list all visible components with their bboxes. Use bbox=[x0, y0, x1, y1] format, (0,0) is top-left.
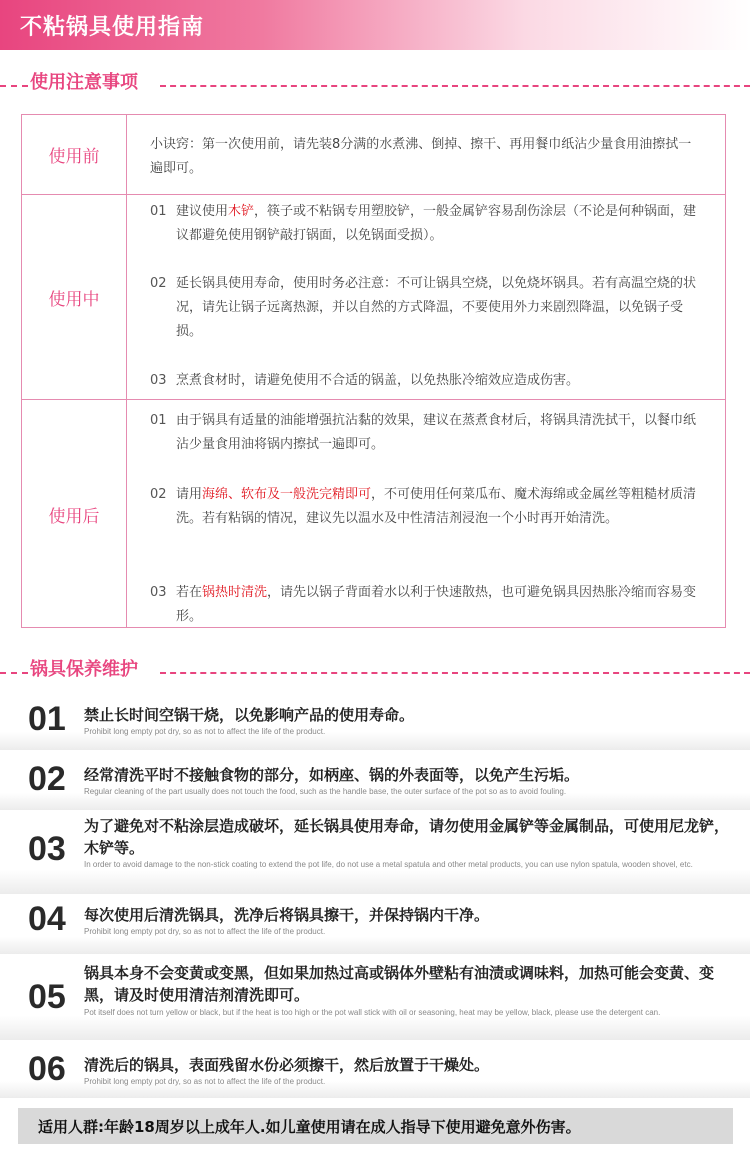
heading-dash-right bbox=[160, 85, 750, 87]
care-item-text: 经常清洗平时不接触食物的部分，如柄座、锅的外表面等，以免产生污垢。 bbox=[84, 766, 580, 784]
item-text-pre: 请用 bbox=[176, 487, 203, 502]
care-item-number: 02 bbox=[28, 760, 66, 798]
care-item bbox=[0, 812, 750, 894]
list-item bbox=[150, 272, 701, 344]
item-text-post: ，请先以锅子背面着水以利于快速散热，也可避免锅具因热胀冷缩而容易变形。 bbox=[176, 585, 697, 624]
page-title: 不粘锅具使用指南 bbox=[20, 15, 205, 40]
list-item bbox=[150, 409, 701, 457]
item-text: 延长锅具使用寿命，使用时务必注意：不可让锅具空烧，以免烧坏锅具。若有高温空烧的状况，请先让锅子远离热源，并以自然的方式降温，不要使用外力来剧烈降温，以免锅子受损。 bbox=[176, 276, 697, 339]
care-item-english: Pot itself does not turn yellow or black, but if the heat is too high or the pot wall stick with oil or seasoning, heat may be yellow, black, please use the detergent can. bbox=[84, 1008, 661, 1017]
age-notice-text: 适用人群:年龄18周岁以上成年人.如儿童使用请在成人指导下使用避免意外伤害。 bbox=[38, 1117, 581, 1136]
phase-label: 使用中 bbox=[22, 195, 127, 399]
care-item-text: 锅具本身不会变黄或变黑，但如果加热过高或锅体外壁粘有油渍或调味料，加热可能会变黄、变黑，请及时使用清洁剂清洗即可。 bbox=[84, 964, 715, 1004]
item-number: 03 bbox=[150, 373, 167, 388]
care-item bbox=[0, 690, 750, 750]
care-item-english: Regular cleaning of the part usually does not touch the food, such as the handle base, the outer surface of the pot so as to avoid fouling. bbox=[84, 787, 567, 796]
age-notice-bar bbox=[18, 1108, 733, 1144]
usage-section-heading bbox=[0, 66, 750, 96]
item-number: 02 bbox=[150, 487, 167, 502]
item-number: 02 bbox=[150, 276, 167, 291]
usage-table bbox=[21, 114, 726, 628]
item-text: 烹煮食材时，请避免使用不合适的锅盖，以免热胀冷缩效应造成伤害。 bbox=[176, 373, 580, 388]
item-text-post: ，不可使用任何菜瓜布、魔术海绵或金属丝等粗糙材质清洗。若有粘锅的情况，建议先以温水及中性清洁剂浸泡一个小时再开始清洗。 bbox=[176, 487, 697, 526]
item-number: 01 bbox=[150, 204, 167, 219]
item-number: 01 bbox=[150, 413, 167, 428]
item-text bbox=[150, 483, 701, 531]
heading-dash-right bbox=[160, 672, 750, 674]
care-item-number: 01 bbox=[28, 700, 66, 738]
item-text-pre: 建议使用 bbox=[176, 204, 229, 219]
usage-row-before bbox=[22, 115, 725, 195]
care-item-number: 04 bbox=[28, 900, 66, 938]
item-number: 03 bbox=[150, 585, 167, 600]
care-item bbox=[0, 1042, 750, 1098]
care-item bbox=[0, 896, 750, 954]
list-item bbox=[150, 581, 701, 629]
item-text-highlight: 锅热时清洗 bbox=[202, 585, 268, 600]
care-section-heading bbox=[0, 653, 750, 683]
item-text: 由于锅具有适量的油能增强抗沾黏的效果，建议在蒸煮食材后，将锅具清洗拭干，以餐巾纸沾少量食用油将锅内擦拭一遍即可。 bbox=[176, 413, 697, 452]
heading-dash-left bbox=[0, 672, 28, 674]
care-item-number: 05 bbox=[28, 978, 66, 1016]
item-text-post: ，筷子或不粘锅专用塑胶铲，一般金属铲容易刮伤涂层（不论是何种锅面，建议都避免使用钢铲敲打锅面，以免锅面受损）。 bbox=[176, 204, 697, 243]
care-item-text: 清洗后的锅具，表面残留水份必须擦干，然后放置于干燥处。 bbox=[84, 1056, 490, 1074]
item-text bbox=[150, 200, 701, 248]
care-item-english: Prohibit long empty pot dry, so as not to affect the life of the product. bbox=[84, 1077, 326, 1086]
item-text-highlight: 木铲 bbox=[228, 204, 255, 219]
heading-dash-left bbox=[0, 85, 28, 87]
care-item-text: 禁止长时间空锅干烧，以免影响产品的使用寿命。 bbox=[84, 706, 415, 724]
usage-row-during bbox=[22, 195, 725, 400]
title-banner bbox=[0, 0, 750, 50]
row-content bbox=[128, 195, 725, 399]
usage-row-after bbox=[22, 400, 725, 628]
list-item bbox=[150, 200, 701, 248]
row-content bbox=[128, 115, 725, 194]
item-text-pre: 若在 bbox=[176, 585, 203, 600]
care-item-text: 为了避免对不粘涂层造成破坏，延长锅具使用寿命，请勿使用金属铲等金属制品，可使用尼龙铲，木铲等。 bbox=[84, 817, 730, 857]
row-content bbox=[128, 400, 725, 628]
care-section-title: 锅具保养维护 bbox=[30, 659, 138, 680]
phase-label: 使用后 bbox=[22, 400, 127, 628]
phase-label: 使用前 bbox=[22, 115, 127, 194]
item-text-highlight: 海绵、软布及一般洗完精即可 bbox=[202, 487, 372, 502]
care-item-english: Prohibit long empty pot dry, so as not to affect the life of the product. bbox=[84, 727, 326, 736]
care-item-english: In order to avoid damage to the non-stick coating to extend the pot life, do not use a metal spatula and other metal products, you can use nylon spatula, wooden shovel, etc. bbox=[84, 860, 693, 869]
care-item bbox=[0, 752, 750, 810]
care-item-number: 06 bbox=[28, 1050, 66, 1088]
list-item bbox=[150, 369, 701, 393]
usage-section-title: 使用注意事项 bbox=[30, 72, 138, 93]
care-item bbox=[0, 958, 750, 1040]
care-item-number: 03 bbox=[28, 830, 66, 868]
list-item bbox=[150, 483, 701, 531]
tip-text: 小诀窍：第一次使用前，请先装8分满的水煮沸、倒掉、擦干、再用餐巾纸沾少量食用油擦拭一遍即可。 bbox=[150, 137, 692, 176]
item-text bbox=[150, 581, 701, 629]
care-item-text: 每次使用后清洗锅具，洗净后将锅具擦干，并保持锅内干净。 bbox=[84, 906, 490, 924]
care-item-english: Prohibit long empty pot dry, so as not to affect the life of the product. bbox=[84, 927, 326, 936]
